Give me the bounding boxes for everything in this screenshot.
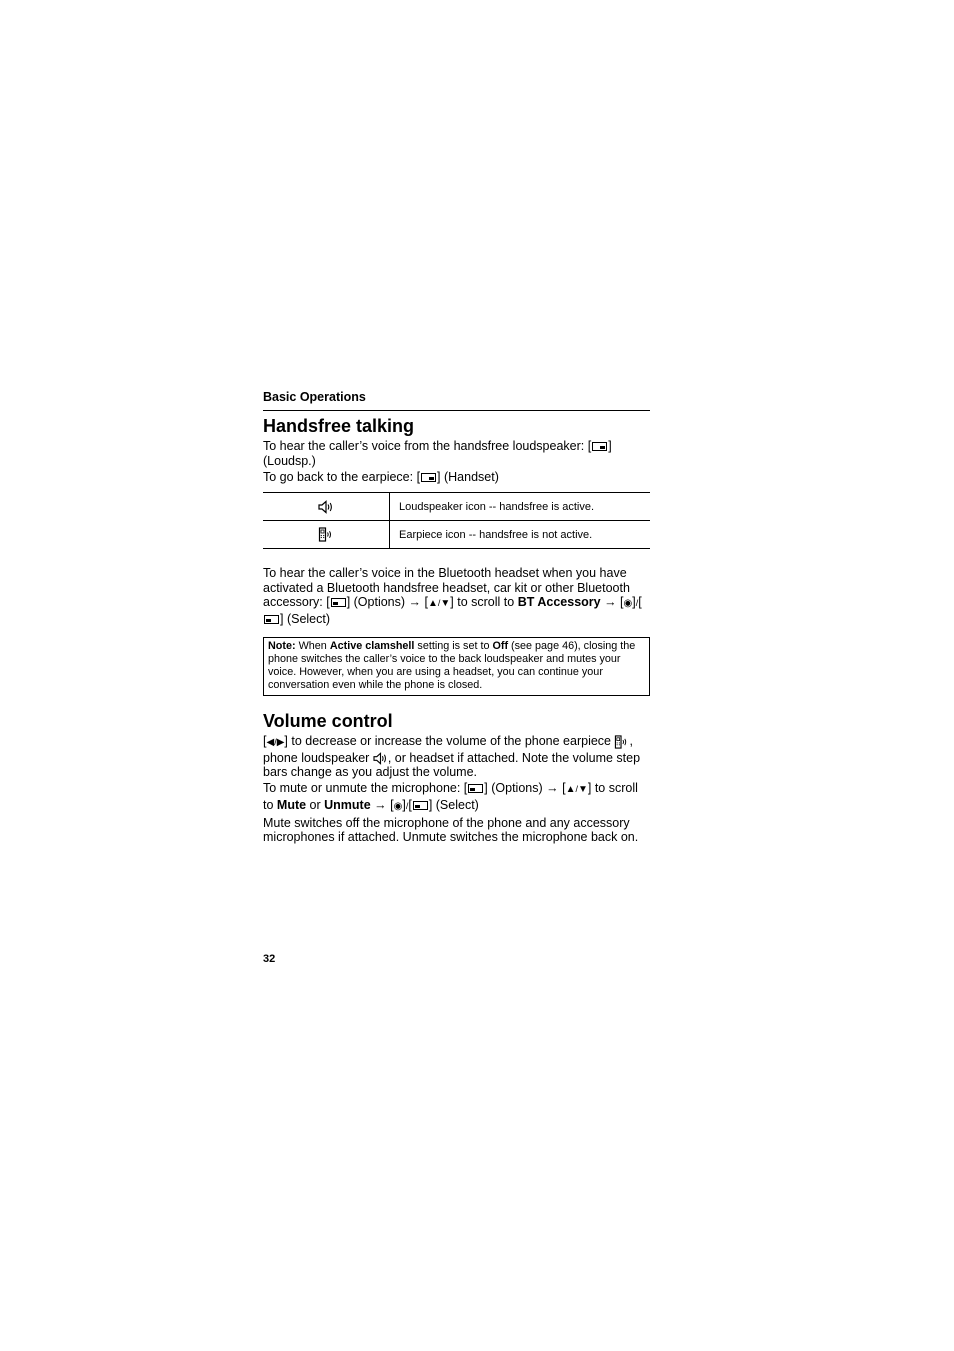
handsfree-title: Handsfree talking: [263, 416, 415, 436]
earpiece-icon: [614, 735, 629, 749]
icon-description: Loudspeaker icon -- handsfree is active.: [390, 493, 651, 521]
table-row: [263, 521, 650, 549]
volume-instruction: [◀/▶] to decrease or increase the volume of the phone earpiece , phone loudspeaker , or headset if attached. Note the volume step bars change as you adjust the volume.: [263, 734, 641, 779]
handsfree-handset-instruction: To go back to the earpiece: [ ] (Handset): [263, 469, 499, 484]
icon-description: Earpiece icon -- handsfree is not active.: [390, 521, 651, 549]
icon-table: [263, 492, 650, 549]
icon-cell: [263, 493, 390, 521]
left-softkey-icon: [264, 615, 279, 624]
center-key-icon: ◉: [623, 598, 633, 609]
right-softkey-icon: [421, 473, 436, 482]
header-rule: [263, 410, 650, 411]
left-arrow-icon: ◀: [266, 737, 275, 748]
page-number: 32: [263, 953, 276, 965]
loudspeaker-icon: [318, 500, 334, 514]
left-softkey-icon: [413, 801, 428, 810]
down-arrow-icon: ▼: [577, 784, 588, 795]
section-label: Basic Operations: [263, 390, 366, 404]
mute-instruction: To mute or unmute the microphone: [ ] (Options) → [▲/▼] to scroll to Mute or Unmute → [◉]/[ ] (Select): [263, 781, 638, 812]
volume-title: Volume control: [263, 711, 393, 731]
handsfree-loudsp-instruction: To hear the caller’s voice from the handsfree loudspeaker: [ ] (Loudsp.): [263, 439, 612, 468]
left-softkey-icon: [331, 598, 346, 607]
down-arrow-icon: ▼: [440, 598, 451, 609]
up-arrow-icon: ▲: [565, 784, 576, 795]
left-softkey-icon: [468, 784, 483, 793]
earpiece-icon: [318, 527, 334, 542]
right-arrow-icon: ▶: [276, 737, 285, 748]
bluetooth-instruction: To hear the caller’s voice in the Bluetooth headset when you have activated a Bluetooth handsfree headset, car kit or other Bluetooth accessory: [ ] (Options) → [▲/▼] to scroll to BT Accessory → [◉]/[] (Select): [263, 566, 642, 626]
center-key-icon: ◉: [393, 800, 403, 812]
loudspeaker-icon: [373, 752, 388, 765]
icon-cell: [263, 521, 390, 549]
right-softkey-icon: [592, 442, 607, 451]
note-box: Note: When Active clamshell setting is set to Off (see page 46), closing the phone switches the caller’s voice to the back loudspeaker and mutes your voice. However, when you are using a headset, you can continue your conversation even while the phone is closed.: [263, 637, 650, 696]
table-row: [263, 493, 650, 521]
mute-description: Mute switches off the microphone of the phone and any accessory microphones if attached. Unmute switches the microphone back on.: [263, 815, 639, 844]
page-content: [263, 388, 650, 845]
up-arrow-icon: ▲: [427, 598, 438, 609]
